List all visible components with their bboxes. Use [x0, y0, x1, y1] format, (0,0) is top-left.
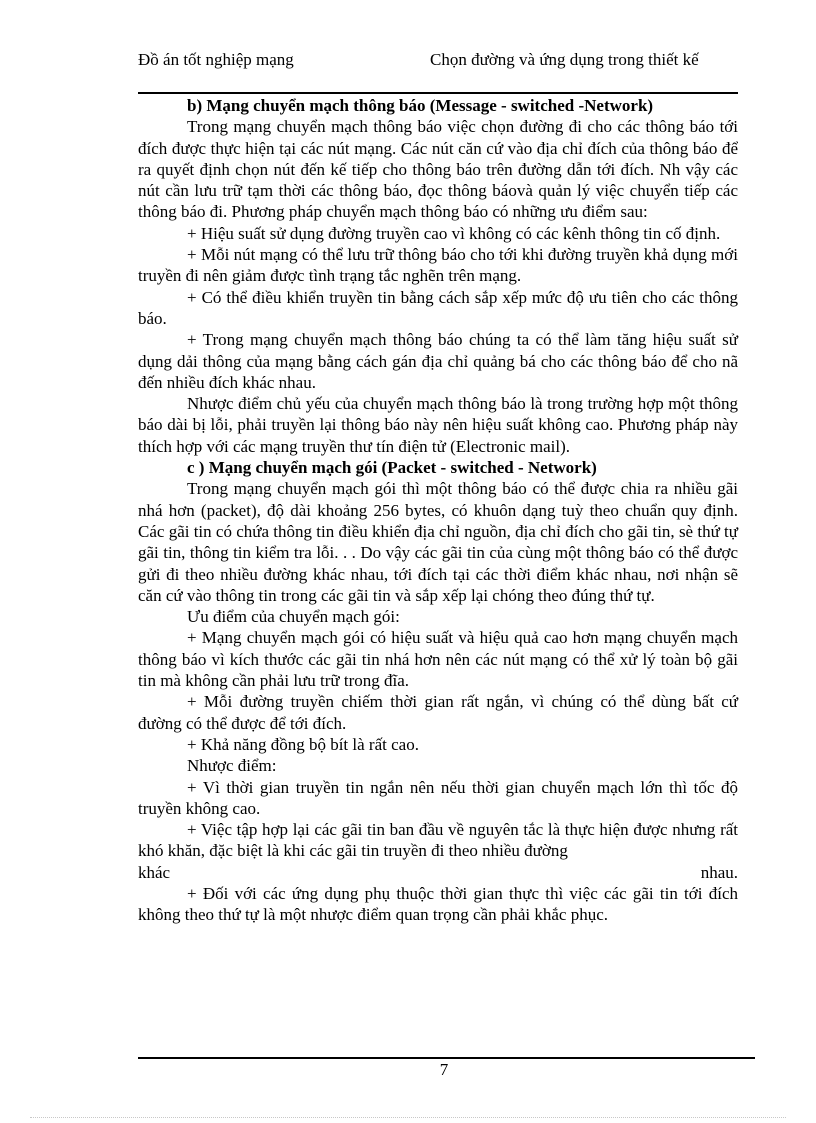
header-left-title: Đồ án tốt nghiệp mạng	[138, 50, 294, 69]
section-c-disadvantage-1: + Vì thời gian truyền tin ngắn nên nếu thời gian chuyển mạch lớn thì tốc độ truyền không cao.	[138, 777, 738, 818]
footer-rule	[138, 1057, 755, 1059]
section-c-advantage-1: + Mạng chuyển mạch gói có hiệu suất và hiệu quả cao hơn mạng chuyển mạch thông báo vì kích thước các gãi tin nhá hơn nên các nút mạng có thể xử lý toàn bộ gãi tin mà không cần phải lưu trữ trong đĩa.	[138, 628, 738, 691]
section-b-advantage-4: + Trong mạng chuyển mạch thông báo chúng ta có thể làm tăng hiệu suất sử dụng dải thông của mạng bằng cách gán địa chỉ quảng bá cho các thông báo để cho nã đến nhiều đích khác nhau.	[138, 330, 738, 392]
section-c-advantage-3: + Khả năng đồng bộ bít là rất cao.	[187, 734, 419, 754]
section-c-advantages-title: Ưu điểm của chuyển mạch gói:	[187, 607, 400, 627]
section-b-heading: b) Mạng chuyển mạch thông báo (Message - switched -Network)	[187, 96, 654, 115]
header-rule	[138, 92, 738, 94]
tail-right-word: nhau.	[700, 862, 738, 882]
tail-left-word: khác	[138, 862, 171, 882]
section-b-advantage-3: + Có thể điều khiển truyền tin bằng cách sắp xếp mức độ ưu tiên cho các thông báo.	[138, 287, 738, 328]
section-b-advantage-2: + Mỗi nút mạng có thể lưu trữ thông báo cho tới khi đường truyền khả dụng mới truyền đi nên giảm được tình trạng tắc nghẽn trên mạng.	[138, 245, 738, 286]
section-c-paragraph: Trong mạng chuyển mạch gói thì một thông báo có thể được chia ra nhiều gãi nhá hơn (packet), độ dài khoảng 256 bytes, có khuôn dạng tuỳ theo chuẩn quy định. Các gãi tin có chứa thông tin điều khiển địa chỉ nguồn, địa chỉ đích cho gãi tin, sè thứ tự gãi tin, thông tin kiểm tra lỗi. . . Do vậy các gãi tin của cùng một thông báo có thể được gửi đi theo nhiều đường khác nhau, tới đích tại các thời điểm khác nhau, nơi nhận sẽ căn cứ vào thông tin trong các gãi tin và sắp xếp lại chóng theo đúng thứ tự.	[138, 479, 738, 605]
section-c-disadvantages-title: Nhược điểm:	[187, 756, 277, 776]
section-c-disadvantage-3: + Đối với các ứng dụng phụ thuộc thời gian thực thì việc các gãi tin tới đích không theo thứ tự là một nhược điểm quan trọng cần phải khắc phục.	[138, 883, 738, 925]
section-c-disadvantage-2-tail	[138, 862, 738, 883]
section-b-paragraph: Trong mạng chuyển mạch thông báo việc chọn đường đi cho các thông báo tới đích được thực hiện tại các nút mạng. Các nút căn cứ vào địa chỉ đích của thông báo để ra quyết định chọn nút đến kế tiếp cho thông báo trên đường dẫn tới đích. Nh vậy các nút cần lưu trữ tạm thời các thông báo, đọc thông báovà quản lý việc chuyển tiếp các thông báo đi. Phương pháp chuyển mạch thông báo có những ưu điểm sau:	[138, 117, 738, 222]
page-edge-dotted-line	[30, 1117, 786, 1118]
header-right-title: Chọn đường và ứng dụng trong thiết kế	[430, 50, 699, 69]
section-b-advantage-1: + Hiệu suất sử dụng đường truyền cao vì không có các kênh thông tin cố định.	[187, 223, 721, 243]
page-number: 7	[439, 1060, 449, 1079]
document-body	[138, 95, 738, 926]
section-c-advantage-2: + Mỗi đường truyền chiếm thời gian rất ngắn, vì chúng có thể dùng bất cứ đường có thể được để tới đích.	[138, 692, 738, 733]
section-c-disadvantage-2: + Việc tập hợp lại các gãi tin ban đầu về nguyên tắc là thực hiện được nhưng rất khó khăn, đặc biệt là khi các gãi tin truyền đi theo nhiều đường	[138, 820, 738, 861]
section-c-heading: c ) Mạng chuyển mạch gói (Packet - switched - Network)	[187, 458, 597, 478]
section-b-disadvantage: Nhược điểm chủ yếu của chuyển mạch thông báo là trong trường hợp một thông báo dài bị lỗi, phải truyền lại thông báo này nên hiệu suất không cao. Phương pháp này thích hợp với các mạng truyền thư tín điện tử (Electronic mail).	[138, 394, 738, 456]
